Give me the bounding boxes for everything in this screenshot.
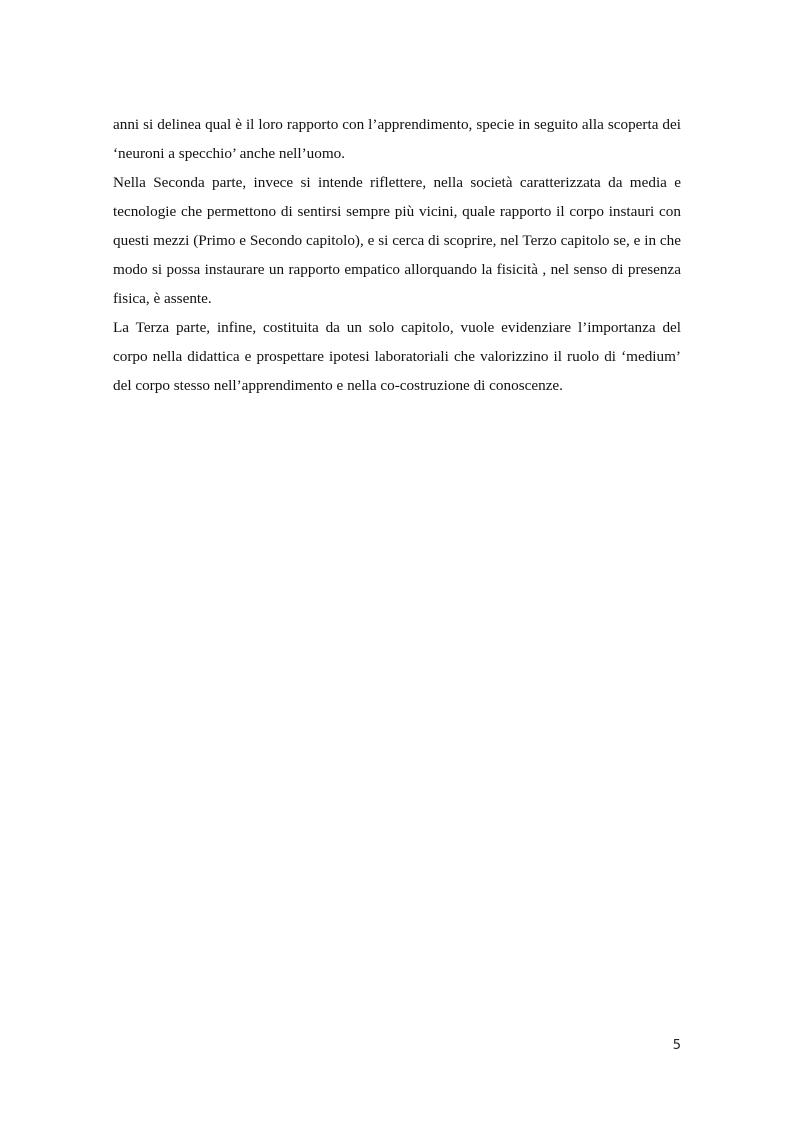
paragraph-2: Nella Seconda parte, invece si intende riflettere, nella società caratterizzata da media e tecnologie che permettono di sentirsi sempre più vicini, quale rapporto il corpo instauri con questi mezzi (Primo e Secondo capitolo), e si cerca di scoprire, nel Terzo capitolo se, e in che modo si possa instaurare un rapporto empatico allorquando la fisicità , nel senso di presenza fisica, è assente. <box>113 174 681 307</box>
body-text <box>113 110 681 400</box>
paragraph-3: La Terza parte, infine, costituita da un solo capitolo, vuole evidenziare l’importanza del corpo nella didattica e prospettare ipotesi laboratoriali che valorizzino il ruolo di ‘medium’ del corpo stesso nell’apprendimento e nella co-costruzione di conoscenze. <box>113 319 681 394</box>
page-number: 5 <box>672 1038 681 1053</box>
paragraph-1: anni si delinea qual è il loro rapporto con l’apprendimento, specie in seguito alla scoperta dei ‘neuroni a specchio’ anche nell’uomo. <box>113 116 681 162</box>
